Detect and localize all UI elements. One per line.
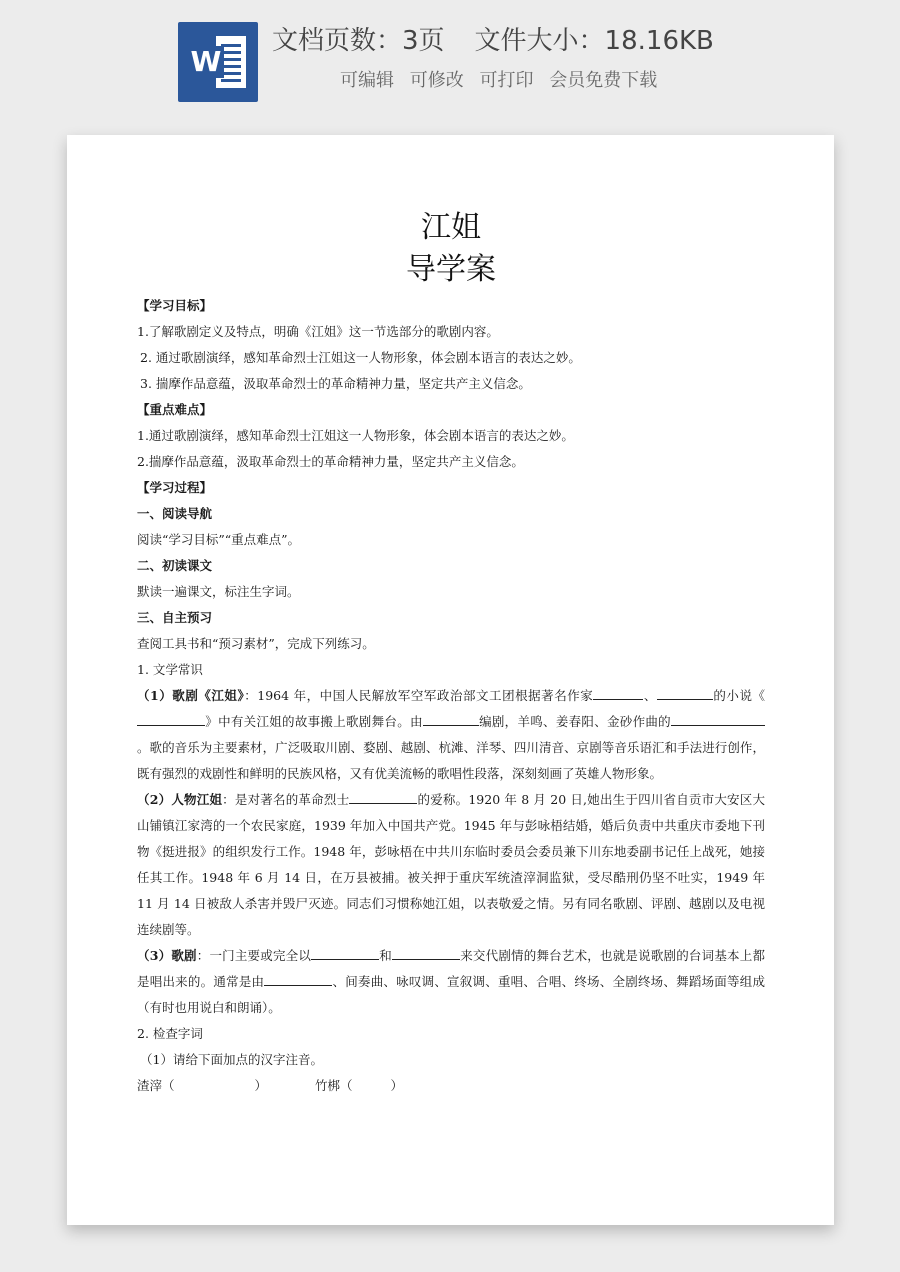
process-header: 【学习过程】 — [137, 480, 213, 495]
word-document-icon — [178, 22, 258, 102]
file-size: 文件大小：18.16KB — [474, 26, 714, 56]
page-count: 文档页数：3页 — [272, 26, 445, 56]
feature-free-download: 会员免费下载 — [549, 70, 658, 91]
feature-list — [340, 66, 657, 92]
header-banner — [0, 0, 900, 125]
fill-blank[interactable] — [349, 789, 417, 804]
fill-blank[interactable] — [137, 711, 205, 726]
fill-blank[interactable] — [423, 711, 479, 726]
word-letter: W — [188, 46, 224, 78]
check-words-title: 2. 检查字词 — [137, 1026, 203, 1041]
fill-blank[interactable] — [593, 685, 643, 700]
key-point-2: 2.揣摩作品意蕴，汲取革命烈士的革命精神力量，坚定共产主义信念。 — [137, 454, 524, 469]
step-2-title: 二、初读课文 — [137, 558, 213, 573]
fill-blank[interactable] — [671, 711, 765, 726]
step-2-text: 默读一遍课文，标注生字词。 — [137, 584, 300, 599]
file-info — [272, 20, 714, 57]
title-line-2: 导学案 — [406, 252, 496, 287]
pinyin-word-2: 竹梆（ — [315, 1078, 353, 1093]
step-1-text: 阅读“学习目标”“重点难点”。 — [137, 532, 301, 547]
goal-3: 3. 揣摩作品意蕴，汲取革命烈士的革命精神力量，坚定共产主义信念。 — [140, 376, 531, 391]
key-point-1: 1.通过歌剧演绎，感知革命烈士江姐这一人物形象，体会剧本语言的表达之妙。 — [137, 428, 574, 443]
goal-1: 1.了解歌剧定义及特点，明确《江姐》这一节选部分的歌剧内容。 — [137, 324, 499, 339]
feature-printable: 可打印 — [479, 70, 534, 91]
step-1-title: 一、阅读导航 — [137, 506, 213, 521]
paragraph-opera-jiangjie: （1）歌剧《江姐》：1964 年，中国人民解放军空军政治部文工团根据著名作家 、 的小说《》中有关江姐的故事搬上歌剧舞台。由 编剧，羊鸣、姜春阳、金砂作曲的。歌的音乐为主要素材，广泛吸取川剧、婺剧、越剧、杭滩、洋琴、四川清音、京剧等音乐语汇和手法进行创作，既有强烈的戏剧性和鲜明的民族风格，又有优美流畅的歌唱性段落，深刻刻画了英雄人物形象。 — [137, 683, 765, 787]
pinyin-answer-row: 渣滓（ ） 竹梆（ ） — [137, 1073, 765, 1099]
paragraph-opera-definition: （3）歌剧：一门主要或完全以 和 来交代剧情的舞台艺术，也就是说歌剧的台词基本上都是唱出来的。通常是由 、间奏曲、咏叹调、宣叙调、重唱、合唱、终场、全剧终场、舞蹈场面等组成（有时也用说白和朗诵）。 — [137, 943, 765, 1021]
goals-header: 【学习目标】 — [137, 298, 213, 313]
step-3-title: 三、自主预习 — [137, 610, 213, 625]
literature-title: 1. 文学常识 — [137, 662, 203, 677]
step-3-text: 查阅工具书和“预习素材”，完成下列练习。 — [137, 636, 375, 651]
paragraph-lead: （1）歌剧《江姐》 — [137, 688, 245, 703]
key-points-header: 【重点难点】 — [137, 402, 213, 417]
fill-blank[interactable] — [657, 685, 713, 700]
title-line-1: 江姐 — [421, 210, 481, 245]
check-question-1: （1）请给下面加点的汉字注音。 — [140, 1052, 323, 1067]
paragraph-lead: （2）人物江姐 — [137, 792, 223, 807]
fill-blank[interactable] — [392, 945, 460, 960]
paragraph-lead: （3）歌剧 — [137, 948, 197, 963]
pinyin-word-1: 渣滓（ — [137, 1078, 175, 1093]
goal-2: 2. 通过歌剧演绎，感知革命烈士江姐这一人物形象，体会剧本语言的表达之妙。 — [140, 350, 581, 365]
document-content — [137, 207, 765, 1099]
feature-modifiable: 可修改 — [409, 70, 464, 91]
paragraph-character-jiangjie: （2）人物江姐：是对著名的革命烈士 的爱称。1920 年 8 月 20 日,她出生于四川省自贡市大安区大山铺镇江家湾的一个农民家庭，1939 年加入中国共产党。1945 年与彭咏梧结婚，婚后负责中共重庆市委地下刊物《挺进报》的组织发行工作。1948 年，彭咏梧在中共川东临时委员会委员兼下川东地委副书记任上战死，她接任其工作。1948 年 6 月 14 日，在万县被捕。被关押于重庆军统渣滓洞监狱，受尽酷刑仍坚不吐实，1949 年 11 月 14 日被敌人杀害并毁尸灭迹。同志们习惯称她江姐，以表敬爱之情。另有同名歌剧、评剧、越剧以及电视连续剧等。 — [137, 787, 765, 943]
document-title — [137, 207, 765, 291]
fill-blank[interactable] — [311, 945, 379, 960]
fill-blank[interactable] — [264, 971, 332, 986]
document-page — [67, 135, 834, 1225]
feature-editable: 可编辑 — [340, 70, 394, 91]
